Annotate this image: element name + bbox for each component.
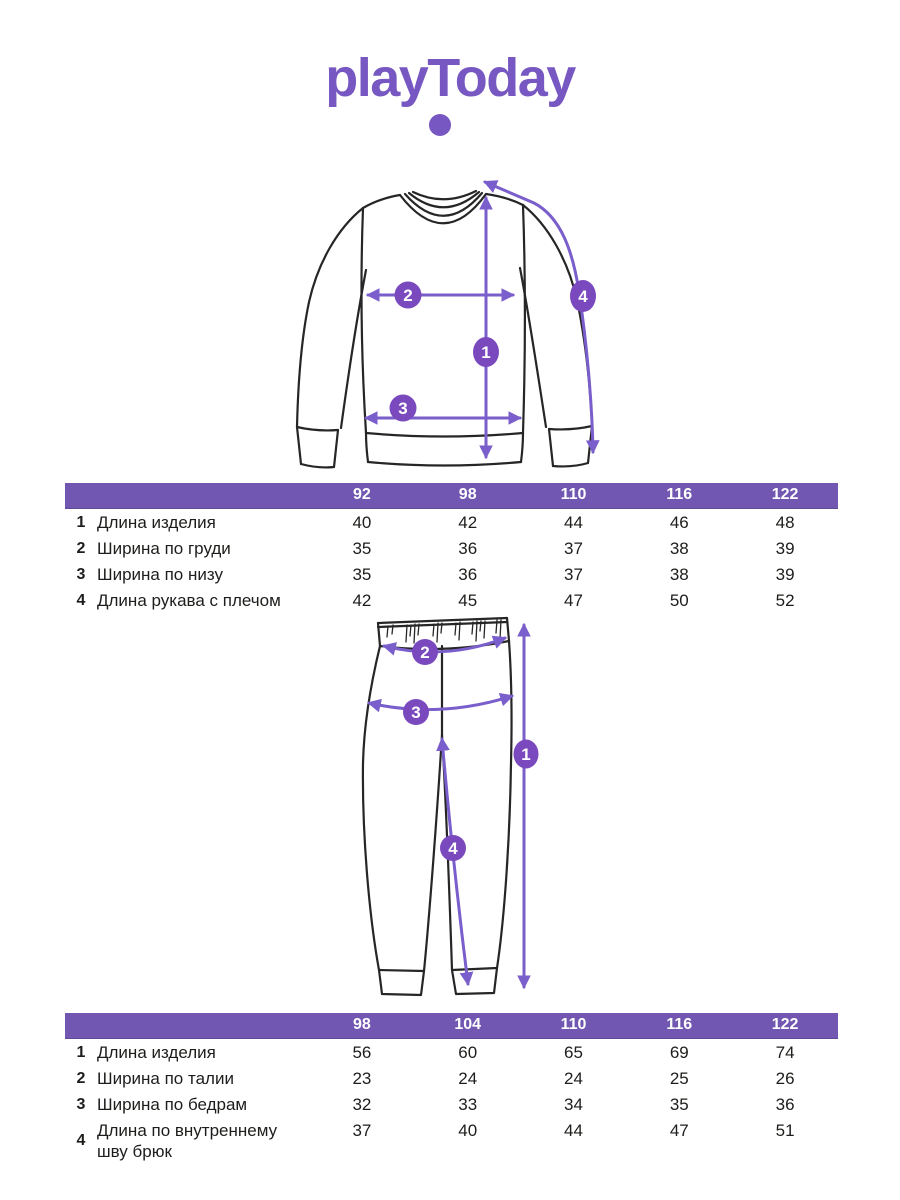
sweatshirt-diagram	[280, 170, 620, 480]
measurement-row	[65, 1038, 838, 1065]
measurement-row	[65, 535, 838, 561]
measurement-value: 47	[564, 590, 583, 610]
brand-logo-text: playToday	[325, 48, 575, 108]
measurement-value: 26	[775, 1068, 795, 1088]
brand-logo-dot-icon	[429, 114, 451, 136]
measurement-number: 3	[76, 565, 86, 583]
size-column-header: 116	[626, 483, 732, 508]
size-column-header: 116	[626, 1013, 732, 1038]
measurement-row	[65, 1117, 838, 1164]
measurement-number: 1	[76, 513, 86, 531]
size-column-header: 98	[309, 1013, 415, 1038]
badge-2-number: 2	[403, 286, 413, 305]
measurement-number: 2	[76, 539, 86, 557]
badge-3-number: 3	[411, 703, 421, 722]
measurement-value: 40	[458, 1120, 478, 1140]
badge-4-number: 4	[448, 839, 458, 858]
measurement-row	[65, 508, 838, 535]
measurement-value: 69	[669, 1042, 689, 1062]
size-column-header: 110	[521, 483, 627, 508]
measurement-value: 42	[352, 590, 372, 610]
pants-diagram	[300, 615, 600, 1010]
measurement-row	[65, 587, 838, 613]
measurement-number: 1	[76, 1043, 86, 1061]
measurement-label: Ширина по низу	[97, 564, 223, 584]
measurement-value: 60	[458, 1042, 478, 1062]
pants-size-table	[65, 1013, 838, 1164]
size-table-header-row	[65, 483, 838, 508]
measure-arrow-hips	[369, 696, 512, 710]
measurement-value: 47	[669, 1120, 689, 1140]
measurement-value: 24	[458, 1068, 478, 1088]
measurement-value: 36	[458, 564, 478, 584]
measurement-value: 24	[564, 1068, 583, 1088]
size-column-header: 110	[521, 1013, 627, 1038]
measurement-value: 38	[669, 564, 689, 584]
measurement-value: 51	[775, 1120, 795, 1140]
brand-logo	[0, 50, 900, 145]
size-column-header: 104	[415, 1013, 521, 1038]
measurement-value: 40	[352, 512, 372, 532]
measurement-value: 32	[352, 1094, 372, 1114]
badge-4-number: 4	[578, 287, 588, 306]
measurement-value: 25	[669, 1068, 689, 1088]
measurement-label: Длина изделия	[97, 512, 216, 532]
measurement-value: 74	[775, 1042, 795, 1062]
measurement-value: 50	[669, 590, 689, 610]
badge-3-number: 3	[398, 399, 408, 418]
measurement-value: 39	[775, 538, 795, 558]
measurement-label: Ширина по груди	[97, 538, 231, 558]
size-column-header: 98	[415, 483, 521, 508]
size-table-header-row	[65, 1013, 838, 1038]
measurement-number: 4	[76, 591, 86, 609]
measurement-value: 37	[564, 538, 583, 558]
measurement-value: 35	[352, 538, 372, 558]
measurement-value: 44	[564, 1120, 583, 1140]
measurement-value: 45	[458, 590, 478, 610]
pants-outline	[363, 618, 512, 995]
measurement-value: 56	[352, 1042, 372, 1062]
measurement-value: 33	[458, 1094, 478, 1114]
measurement-label: Длина изделия	[97, 1042, 216, 1062]
measurement-number: 2	[76, 1069, 86, 1087]
size-column-header: 122	[732, 1013, 838, 1038]
measurement-value: 44	[564, 512, 583, 532]
measurement-value: 46	[669, 512, 689, 532]
measurement-label: Ширина по бедрам	[97, 1094, 248, 1114]
measurement-value: 35	[352, 564, 372, 584]
badge-1-number: 1	[521, 745, 531, 764]
measurement-value: 35	[669, 1094, 689, 1114]
measurement-value: 42	[458, 512, 478, 532]
measurement-row	[65, 1065, 838, 1091]
measurement-row	[65, 1091, 838, 1117]
measurement-value: 39	[775, 564, 795, 584]
measurement-value: 37	[564, 564, 583, 584]
measurement-label: Длина рукава с плечом	[97, 590, 281, 610]
size-column-header: 92	[309, 483, 415, 508]
measurement-value: 65	[564, 1042, 583, 1062]
badge-1-number: 1	[481, 343, 491, 362]
badge-2-number: 2	[420, 643, 430, 662]
measurement-number: 4	[76, 1132, 86, 1149]
measurement-label: Ширина по талии	[97, 1068, 234, 1088]
measurement-value: 36	[775, 1094, 795, 1114]
measurement-value: 37	[352, 1120, 372, 1140]
measure-arrow-sleeve	[485, 182, 593, 452]
measurement-value: 23	[352, 1068, 372, 1088]
measurement-value: 34	[564, 1094, 583, 1114]
measurement-label: Длина по внутреннему шву брюк	[97, 1120, 278, 1161]
measurement-value: 52	[775, 590, 795, 610]
size-column-header: 122	[732, 483, 838, 508]
measure-arrow-inseam	[442, 739, 468, 984]
measurement-value: 48	[775, 512, 795, 532]
pants-measure-badges	[403, 639, 539, 861]
table-corner-cell	[65, 1013, 309, 1038]
sweatshirt-outline	[297, 191, 592, 467]
measurement-value: 38	[669, 538, 689, 558]
sweatshirt-size-table	[65, 483, 838, 613]
table-corner-cell	[65, 483, 309, 508]
measurement-row	[65, 561, 838, 587]
measurement-value: 36	[458, 538, 478, 558]
sweatshirt-measure-badges	[390, 280, 597, 422]
measurement-number: 3	[76, 1095, 86, 1113]
